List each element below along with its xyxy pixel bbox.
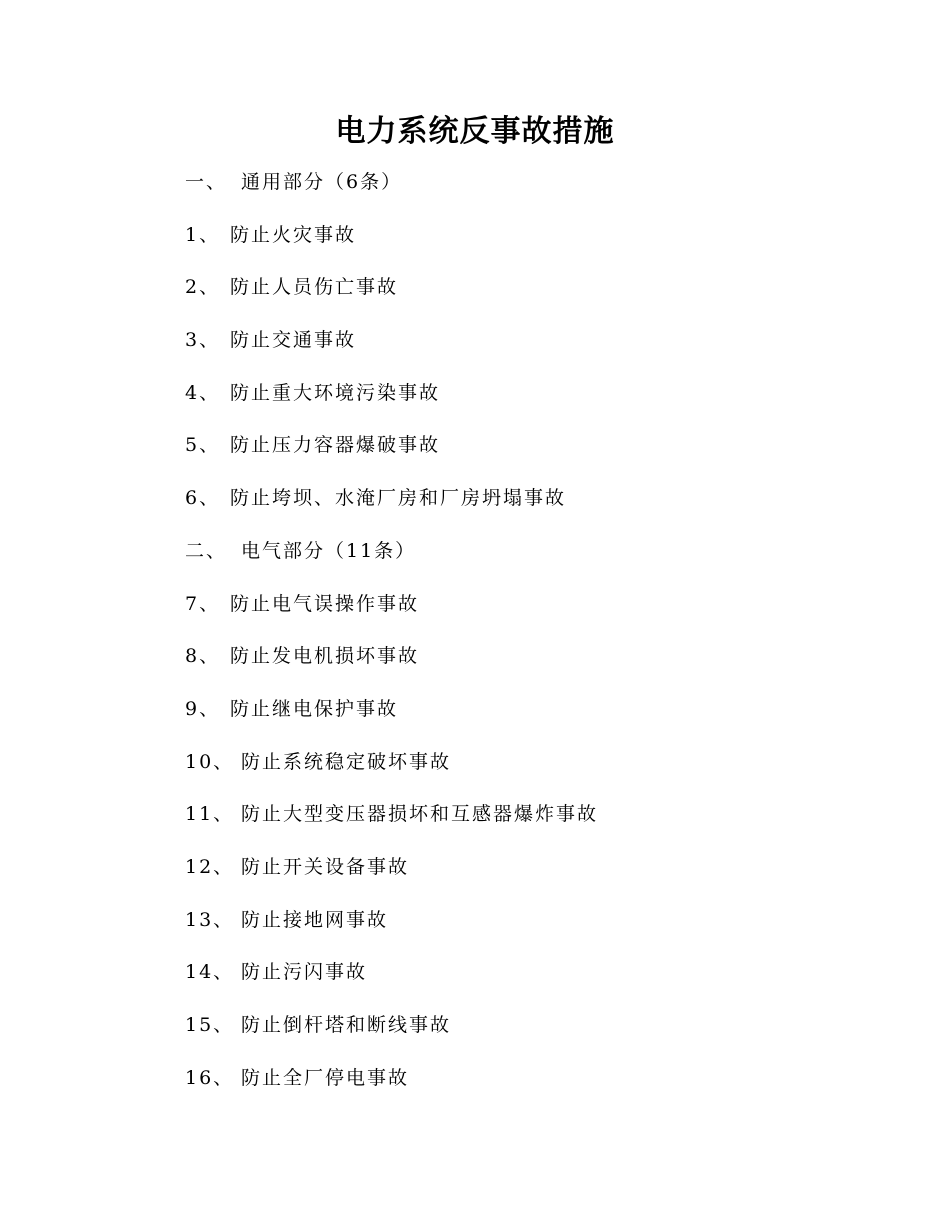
list-item	[185, 744, 885, 797]
item-number: 9、	[185, 697, 221, 720]
item-number: 11、	[185, 803, 235, 826]
list-item	[185, 638, 885, 691]
list-item	[185, 269, 885, 322]
item-number: 6、	[185, 487, 221, 510]
item-number: 5、	[185, 434, 221, 457]
item-number: 2、	[185, 276, 221, 299]
item-number: 10、	[185, 750, 235, 773]
list-item	[185, 954, 885, 1007]
list-item	[185, 1060, 885, 1113]
item-number: 7、	[185, 592, 221, 615]
list-item	[185, 691, 885, 744]
list-item	[185, 796, 885, 849]
list-item	[185, 902, 885, 955]
item-text: 防止开关设备事故	[241, 855, 410, 878]
item-number: 14、	[185, 961, 235, 984]
item-text: 防止压力容器爆破事故	[230, 434, 441, 457]
section-text: 通用部分（6条）	[241, 171, 403, 193]
section-number: 二、	[185, 539, 228, 562]
item-text: 防止倒杆塔和断线事故	[241, 1014, 452, 1036]
list-item	[185, 586, 885, 639]
item-number: 4、	[185, 381, 221, 404]
item-number: 12、	[185, 855, 235, 878]
item-number: 3、	[185, 329, 221, 352]
item-text: 防止接地网事故	[241, 908, 389, 931]
item-text: 防止垮坝、水淹厂房和厂房坍塌事故	[230, 487, 567, 510]
item-number: 15、	[185, 1014, 235, 1036]
list-item	[185, 1007, 885, 1060]
list-item	[185, 427, 885, 480]
section-text: 电气部分（11条）	[241, 539, 417, 562]
measures-list	[185, 164, 885, 1112]
list-item	[185, 322, 885, 375]
item-text: 防止全厂停电事故	[241, 1066, 410, 1089]
item-text: 防止发电机损坏事故	[230, 645, 420, 668]
list-item	[185, 849, 885, 902]
section-heading	[185, 164, 885, 217]
item-text: 防止人员伤亡事故	[230, 276, 399, 299]
item-number: 13、	[185, 908, 235, 931]
list-item	[185, 217, 885, 270]
list-item	[185, 375, 885, 428]
item-text: 防止电气误操作事故	[230, 592, 420, 615]
list-item	[185, 480, 885, 533]
section-number: 一、	[185, 171, 228, 193]
item-text: 防止大型变压器损坏和互感器爆炸事故	[241, 803, 599, 826]
item-number: 16、	[185, 1066, 235, 1089]
item-text: 防止火灾事故	[230, 223, 357, 246]
item-text: 防止继电保护事故	[230, 697, 399, 720]
item-text: 防止系统稳定破坏事故	[241, 750, 452, 773]
item-number: 8、	[185, 645, 221, 668]
item-number: 1、	[185, 223, 221, 246]
document-title: 电力系统反事故措施	[335, 114, 615, 149]
item-text: 防止污闪事故	[241, 961, 368, 984]
item-text: 防止交通事故	[230, 329, 357, 352]
item-text: 防止重大环境污染事故	[230, 381, 441, 404]
section-heading	[185, 533, 885, 586]
